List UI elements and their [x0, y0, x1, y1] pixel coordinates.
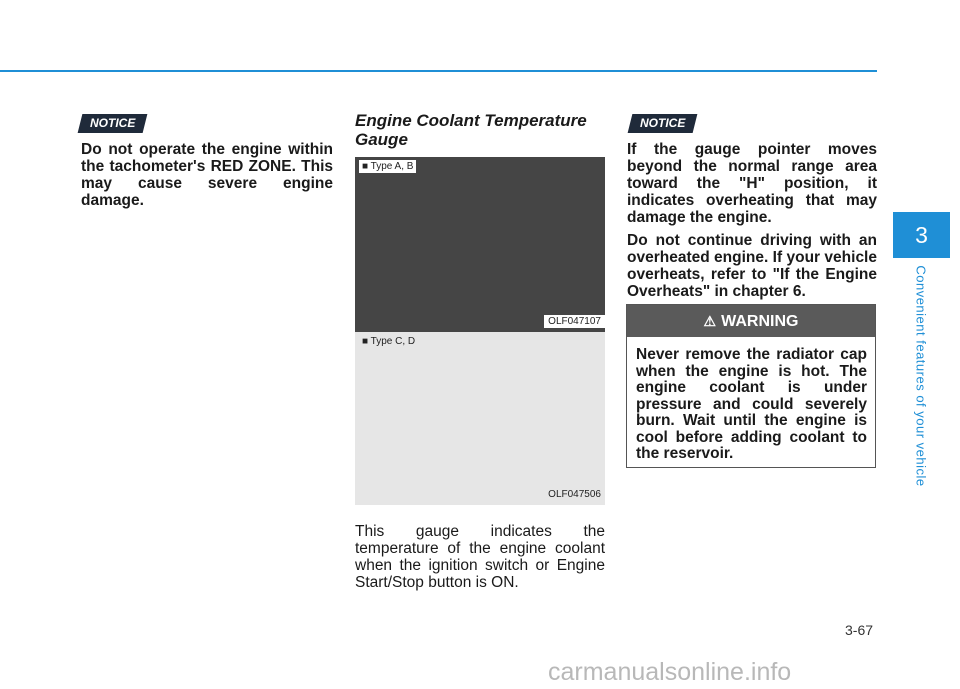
warning-header [627, 305, 875, 337]
figure-label: ■ Type C, D [362, 336, 416, 347]
figure-label: ■ Type A, B [359, 160, 416, 173]
notice-badge-right [628, 114, 698, 133]
chapter-title: Convenient features of your vehicle [913, 265, 929, 487]
top-rule [0, 70, 877, 72]
notice-paragraph: Do not operate the engine within the tachometer's RED ZONE. This may cause severe engine damage. [81, 141, 333, 209]
chapter-number: 3 [915, 222, 928, 248]
notice-paragraph: Do not continue driving with an overheated engine. If your vehicle overheats, refer to "If the Engine Overheats" in chapter 6. [627, 232, 877, 300]
warning-title: WARNING [721, 313, 799, 330]
page-number: 3-67 [845, 622, 874, 638]
warning-text: Never remove the radiator cap when the engine is hot. The engine coolant is under pressure and could severely burn. Wait until the engine is cool before adding coolant to the reservoir. [636, 346, 867, 462]
gauge-description: This gauge indicates the temperature of the engine coolant when the ignition switch or Engine Start/Stop button is ON. [355, 523, 605, 591]
notice-label: NOTICE [640, 116, 686, 130]
notice-text-left [81, 141, 333, 215]
notice-badge-left [78, 114, 148, 133]
section-title: Engine Coolant Temperature Gauge [355, 111, 587, 149]
notice-text-right [627, 141, 877, 306]
warning-triangle-icon: ⚠ [703, 313, 717, 329]
notice-label: NOTICE [90, 116, 136, 130]
figure-code: OLF047107 [544, 315, 605, 328]
chapter-tab [893, 212, 950, 258]
figure-type-a-b [355, 157, 605, 332]
footer-watermark: carmanualsonline.info [548, 658, 792, 686]
notice-paragraph: If the gauge pointer moves beyond the normal range area toward the "H" position, it indicates overheating that may damage the engine. [627, 141, 877, 226]
figure-code: OLF047506 [548, 489, 601, 500]
figure-type-c-d [355, 332, 605, 505]
warning-box [626, 304, 876, 468]
